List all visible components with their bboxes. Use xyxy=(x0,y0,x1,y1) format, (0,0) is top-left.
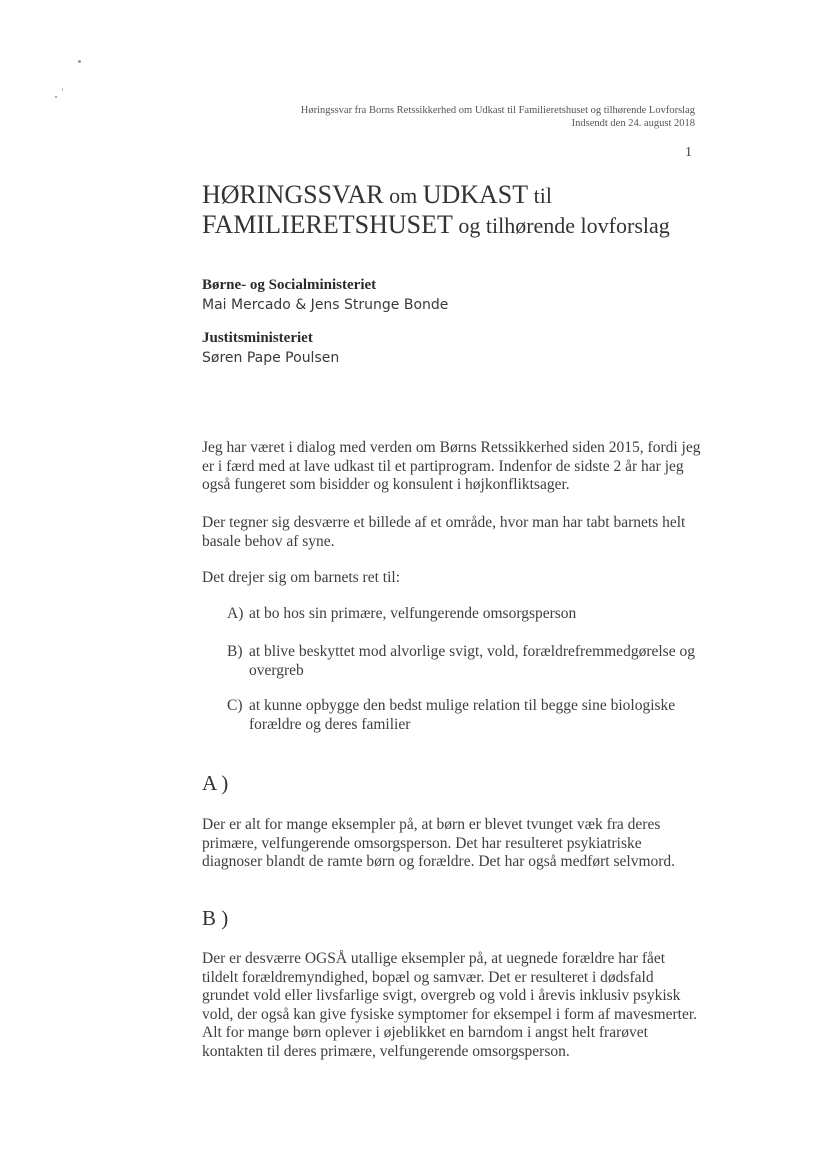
intro-paragraph: Jeg har været i dialog med verden om Børns Retssikkerhed siden 2015, fordi jeg er i færd med at lave udkast til et partiprogram. Indenfor de sidste 2 år har jeg også fungeret som bisidder og konsulent i højkonfliktsager. xyxy=(202,439,701,493)
intro-paragraph: Der tegner sig desværre et billede af et område, hvor man har tabt barnets helt basale behov af syne. xyxy=(202,514,686,550)
list-item xyxy=(227,605,697,624)
addressee-names: Mai Mercado & Jens Strunge Bonde xyxy=(202,297,449,313)
running-header xyxy=(301,104,695,130)
section-body: Der er alt for mange eksempler på, at børn er blevet tvunget væk fra deres primære, velfungerende omsorgsperson. Det har resulteret psykiatriske diagnoser blandt de ramte børn og forældre. Det har også medført selvmord. xyxy=(202,816,676,870)
page-number: 1 xyxy=(685,145,692,160)
document-title: HØRINGSSVAR om UDKAST til FAMILIERETSHUSET og tilhørende lovforslag xyxy=(202,180,670,239)
addressee-block xyxy=(202,330,702,366)
list-text: at kunne opbygge den bedst mulige relation til begge sine biologiske forældre og deres familier xyxy=(249,697,676,733)
addressee-ministry: Justitsministeriet xyxy=(202,330,313,346)
header-line-1: Høringssvar fra Borns Retssikkerhed om Udkast til Familieretshuset og tilhørende Lovforslag xyxy=(300,105,695,116)
scan-speck xyxy=(78,60,81,63)
section-body: Der er desværre OGSÅ utallige eksempler på, at uegnede forældre har fået tildelt forældremyndighed, bopæl og samvær. Det er resulteret i dødsfald grundet vold eller livsfarlige svigt, overgreb og vold i årevis inklusiv psykisk vold, der også kan give fysiske symptomer for eksempel i form af mavesmerter. Alt for mange børn oplever i øjeblikket en barndom i angst helt frarøvet kontakten til deres primære, velfungerende omsorgsperson. xyxy=(202,950,698,1060)
addressee-ministry: Børne- og Socialministeriet xyxy=(202,277,377,293)
list-letter: C) xyxy=(227,697,243,714)
section-heading: B ) xyxy=(202,906,229,930)
addressee-names: Søren Pape Poulsen xyxy=(202,350,340,366)
addressee-block xyxy=(202,277,702,313)
list-item xyxy=(227,697,697,734)
list-letter: B) xyxy=(227,643,243,660)
list-text: at blive beskyttet mod alvorlige svigt, vold, forældrefremmedgørelse og overgreb xyxy=(249,643,695,679)
section-heading: A ) xyxy=(202,771,229,795)
header-line-2: Indsendt den 24. august 2018 xyxy=(571,118,695,129)
list-item xyxy=(227,643,697,680)
intro-paragraph: Det drejer sig om barnets ret til: xyxy=(202,569,400,586)
list-text: at bo hos sin primære, velfungerende omsorgsperson xyxy=(249,605,577,622)
list-letter: A) xyxy=(227,605,244,622)
scan-speck xyxy=(62,88,63,91)
scan-speck xyxy=(55,96,57,98)
